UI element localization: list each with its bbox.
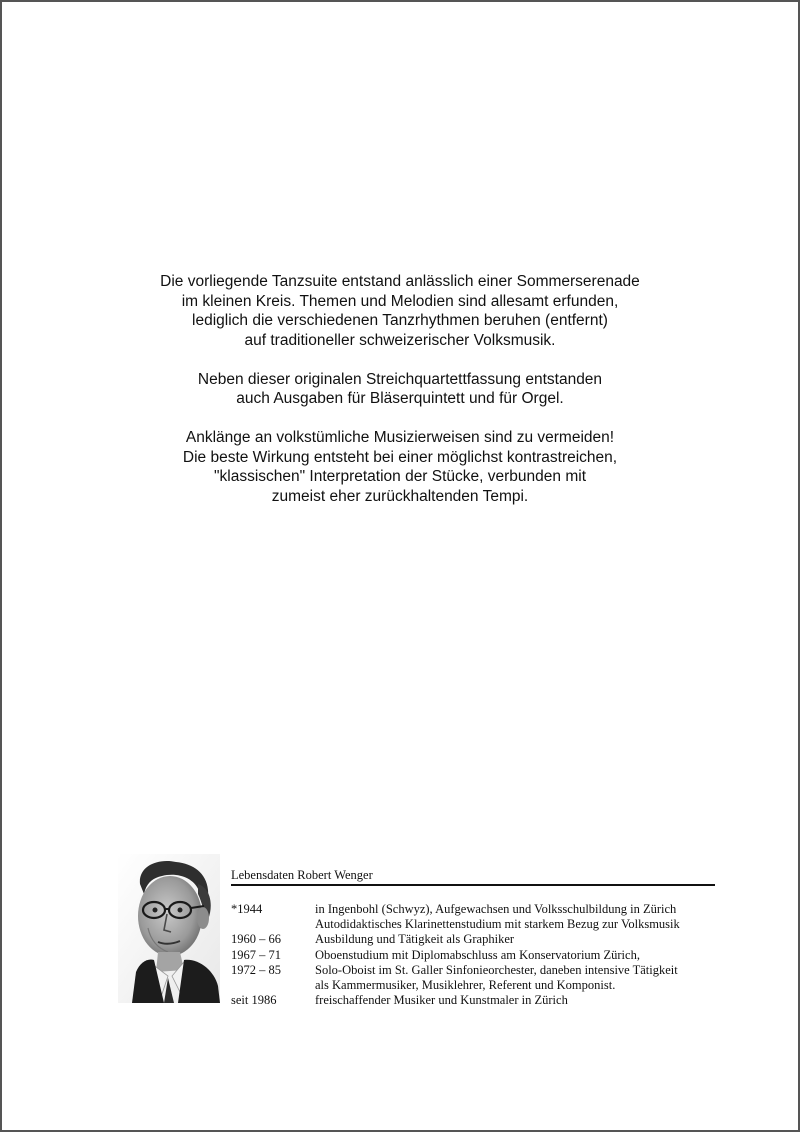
- biography-title: Lebensdaten Robert Wenger: [231, 868, 373, 882]
- biography-divider: [231, 884, 715, 886]
- timeline-year: 1960 – 66: [231, 932, 281, 947]
- intro-paragraph-3: [2, 428, 798, 506]
- timeline-text: als Kammermusiker, Musiklehrer, Referent und Komponist.: [315, 977, 616, 992]
- timeline-text: Ausbildung und Tätigkeit als Graphiker: [315, 932, 515, 947]
- timeline-text: Solo-Oboist im St. Galler Sinfonieorchester, daneben intensive Tätigkeit: [315, 962, 678, 977]
- biography-section: [118, 854, 718, 1008]
- timeline-year: 1967 – 71: [231, 947, 281, 962]
- intro-line: auf traditioneller schweizerischer Volksmusik.: [244, 331, 556, 349]
- intro-line: lediglich die verschiedenen Tanzrhythmen beruhen (entfernt): [192, 312, 608, 329]
- timeline-text: freischaffender Musiker und Kunstmaler in Zürich: [315, 993, 568, 1008]
- timeline-year: seit 1986: [231, 993, 277, 1008]
- intro-paragraph-1: [2, 272, 798, 350]
- intro-line: Neben dieser originalen Streichquartettfassung entstanden: [197, 370, 603, 388]
- timeline-text: Autodidaktisches Klarinettenstudium mit starkem Bezug zur Volksmusik: [315, 917, 680, 932]
- timeline-text: in Ingenbohl (Schwyz), Aufgewachsen und Volksschulbildung in Zürich: [315, 902, 677, 916]
- intro-line: im kleinen Kreis. Themen und Melodien sind allesamt erfunden,: [181, 292, 619, 310]
- intro-line: auch Ausgaben für Bläserquintett und für Orgel.: [236, 390, 564, 407]
- composer-portrait: [118, 854, 220, 1003]
- intro-line: "klassischen" Interpretation der Stücke, verbunden mit: [214, 468, 586, 485]
- timeline-year: *1944: [231, 902, 263, 916]
- intro-line: Die beste Wirkung entsteht bei einer möglichst kontrastreichen,: [182, 448, 618, 466]
- timeline-year: 1972 – 85: [231, 962, 281, 977]
- intro-line: zumeist eher zurückhaltenden Tempi.: [271, 487, 529, 505]
- intro-paragraph-2: [2, 370, 798, 409]
- intro-text: [2, 272, 798, 526]
- timeline-text: Oboenstudium mit Diplomabschluss am Konservatorium Zürich,: [315, 947, 640, 962]
- intro-line: Anklänge an volkstümliche Musizierweisen sind zu vermeiden!: [185, 429, 615, 446]
- intro-line: Die vorliegende Tanzsuite entstand anlässlich einer Sommerserenade: [160, 273, 640, 290]
